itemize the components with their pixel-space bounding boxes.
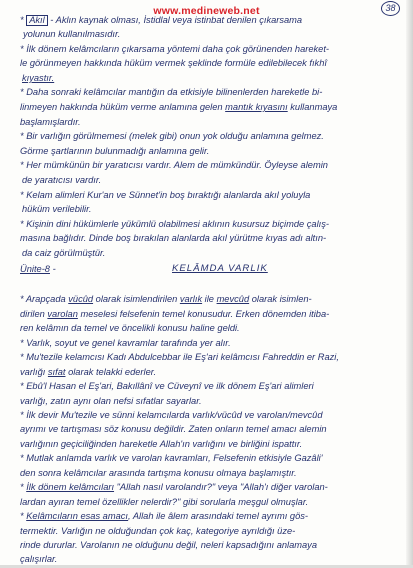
underlined-term: Kelâmcıların esas amacı	[26, 511, 128, 521]
text-line	[20, 57, 327, 70]
line-text: olarak isimlen-	[249, 294, 312, 304]
line-text: rinde dururlar. Varolanın ne olduğunu değil, neleri kapsadığını anlamaya	[20, 540, 318, 550]
text-line	[20, 481, 328, 494]
text-line	[20, 467, 297, 480]
line-text: * Mutlak anlamda varlık ve varolan kavramları, Felsefenin etkisiyle Gazâli'	[20, 453, 323, 463]
line-text: * Kişinin dini hükümlerle yükümlü olabilmesi aklının kusursuz biçimde çalış-	[20, 219, 329, 229]
underlined-term: İlk dönem kelâmcıları	[26, 482, 115, 492]
underlined-term: sıfat	[47, 367, 66, 377]
line-text: termektir. Varlığın ne olduğundan çok kaç, kategoriye ayrıldığı üze-	[20, 526, 296, 536]
text-line	[23, 28, 120, 41]
underlined-term: mantık kıyasını	[225, 102, 288, 112]
line-text: ayrımı ve tartışması söz konusu değildir. Zaten onların temel amacı alemin	[20, 424, 327, 434]
text-line	[20, 43, 329, 56]
line-text: *	[20, 15, 27, 25]
line-text: varlığının geçiciliğinden hareketle Allah'ın varlığını ve birliğini ispattır.	[20, 439, 303, 449]
line-text: ile	[202, 294, 217, 304]
line-text: "Allah nasıl varolandır?" veya "Allah'ı diğer varolan-	[114, 482, 328, 492]
line-text: *	[20, 511, 27, 521]
text-line	[20, 145, 209, 158]
line-text: varlığı, zatın aynı olan nefsi sıfatlar sayarlar.	[20, 396, 202, 406]
line-text: olarak telakki ederler.	[65, 367, 157, 377]
line-text: * Her mümkünün bir yaratıcısı vardır. Alem de mümkündür. Öyleyse alemin	[20, 160, 328, 170]
line-text: * Varlık, soyut ve genel kavramlar tarafında yer alır.	[20, 338, 231, 348]
line-text: * Arapçada	[20, 294, 69, 304]
text-line	[20, 553, 57, 566]
line-text: * İlk dönem kelâmcıların çıkarsama yöntemi daha çok görünenden hareket-	[20, 44, 330, 54]
text-line	[20, 510, 308, 523]
line-text: hüküm verilebilir.	[22, 204, 92, 214]
line-text: ren kelâmın da temel ve öncelikli konusu haline geldi.	[20, 323, 240, 333]
text-line	[20, 86, 322, 99]
paper-edge-right	[406, 0, 413, 568]
line-text: * Mu'tezile kelamcısı Kadı Abdulcebbar ile Eş'ari kelâmcısı Fahreddin er Razi,	[20, 352, 339, 362]
line-text: * Ebû'l Hasan el Eş'ari, Bakıllânî ve Cüveynî ve ilk dönem Eş'ari alimleri	[20, 381, 314, 391]
text-line	[20, 366, 156, 379]
line-text: varlığı	[20, 367, 48, 377]
text-line	[20, 525, 295, 538]
text-line	[20, 116, 81, 129]
text-line	[22, 203, 91, 216]
text-line	[22, 72, 54, 85]
text-line	[20, 130, 324, 143]
line-text: da caiz görülmüştür.	[22, 248, 106, 258]
underlined-term: varlık	[179, 294, 203, 304]
text-line	[22, 174, 101, 187]
unit-label: Ünite-8	[20, 264, 50, 274]
line-text: * Daha sonraki kelâmcılar mantığın da etkisiyle bilinenlerden hareketle bi-	[20, 87, 323, 97]
text-line	[22, 247, 105, 260]
text-line	[20, 14, 302, 27]
text-line	[20, 380, 314, 393]
text-line	[20, 159, 328, 172]
line-text: * İlk devir Mu'tezile ve sünni kelamcılarda varlık/vücûd ve varolan/mevcûd	[20, 410, 323, 420]
boxed-term: Akıl	[26, 15, 48, 26]
text-line	[20, 101, 337, 114]
line-text: yolunun kullanılmasıdır.	[23, 29, 121, 39]
line-text: kullanmaya	[287, 102, 338, 112]
line-text: linmeyen hakkında hüküm verme anlamına gelen	[20, 102, 226, 112]
line-text: dirilen	[20, 309, 48, 319]
text-line	[20, 496, 308, 509]
text-line	[20, 337, 231, 350]
text-line	[20, 423, 327, 436]
line-text: den sonra kelâmcılar arasında tartışma konusu olmaya başlamıştır.	[20, 468, 297, 478]
page-number: 38	[381, 1, 400, 16]
line-text: , Allah ile âlem arasındaki temel ayrımı gös-	[128, 511, 308, 521]
line-text: lardan ayıran temel özellikler nelerdir?" gibi sorularla meşgul olmuşlar.	[20, 497, 309, 507]
text-line	[20, 438, 302, 451]
line-text: çalışırlar.	[20, 554, 58, 564]
text-line	[20, 452, 323, 465]
line-text: olarak isimlendirilen	[93, 294, 180, 304]
text-line	[20, 189, 310, 202]
watermark-url: www.medineweb.net	[153, 5, 260, 17]
underlined-term: mevcûd	[216, 294, 250, 304]
text-line	[20, 218, 329, 231]
text-line	[20, 322, 240, 335]
text-line	[20, 293, 312, 306]
line-text: * Kelam alimleri Kur'an ve Sünnet'in boş bıraktığı alanlarda akıl yoluyla	[20, 190, 311, 200]
text-line	[20, 409, 323, 422]
text-line	[20, 395, 202, 408]
text-line	[20, 539, 317, 552]
line-text: * Bir varlığın görülmemesi (melek gibi) onun yok olduğu anlamına gelmez.	[20, 131, 324, 141]
unit-heading	[20, 263, 56, 276]
text-line	[20, 308, 329, 321]
line-text: meselesi felsefenin temel konusudur. Erken dönemden itiba-	[77, 309, 330, 319]
line-text: de yaratıcısı vardır.	[22, 175, 102, 185]
line-text: Görme şartlarının bulunmadığı anlamına gelir.	[20, 146, 210, 156]
line-text: - Aklın kaynak olması, İstidlal veya istinbat denilen çıkarsama	[47, 15, 303, 25]
unit-title: KELÂMDA VARLIK	[172, 263, 268, 274]
line-text: le görünmeyen hakkında hüküm vermek şeklinde formüle edilebilecek fıkhî	[20, 58, 327, 68]
underlined-term: kıyastır.	[22, 73, 55, 83]
text-line	[20, 232, 326, 245]
underlined-term: varolan	[47, 309, 78, 319]
unit-separator: -	[49, 264, 56, 274]
underlined-term: vücûd	[68, 294, 94, 304]
text-line	[20, 351, 339, 364]
line-text: *	[20, 482, 27, 492]
line-text: başlamışlardır.	[20, 117, 81, 127]
line-text: masına bağlıdır. Dinde boş bırakılan alanlarda akıl yürütme kıyas adı altın-	[20, 233, 327, 243]
